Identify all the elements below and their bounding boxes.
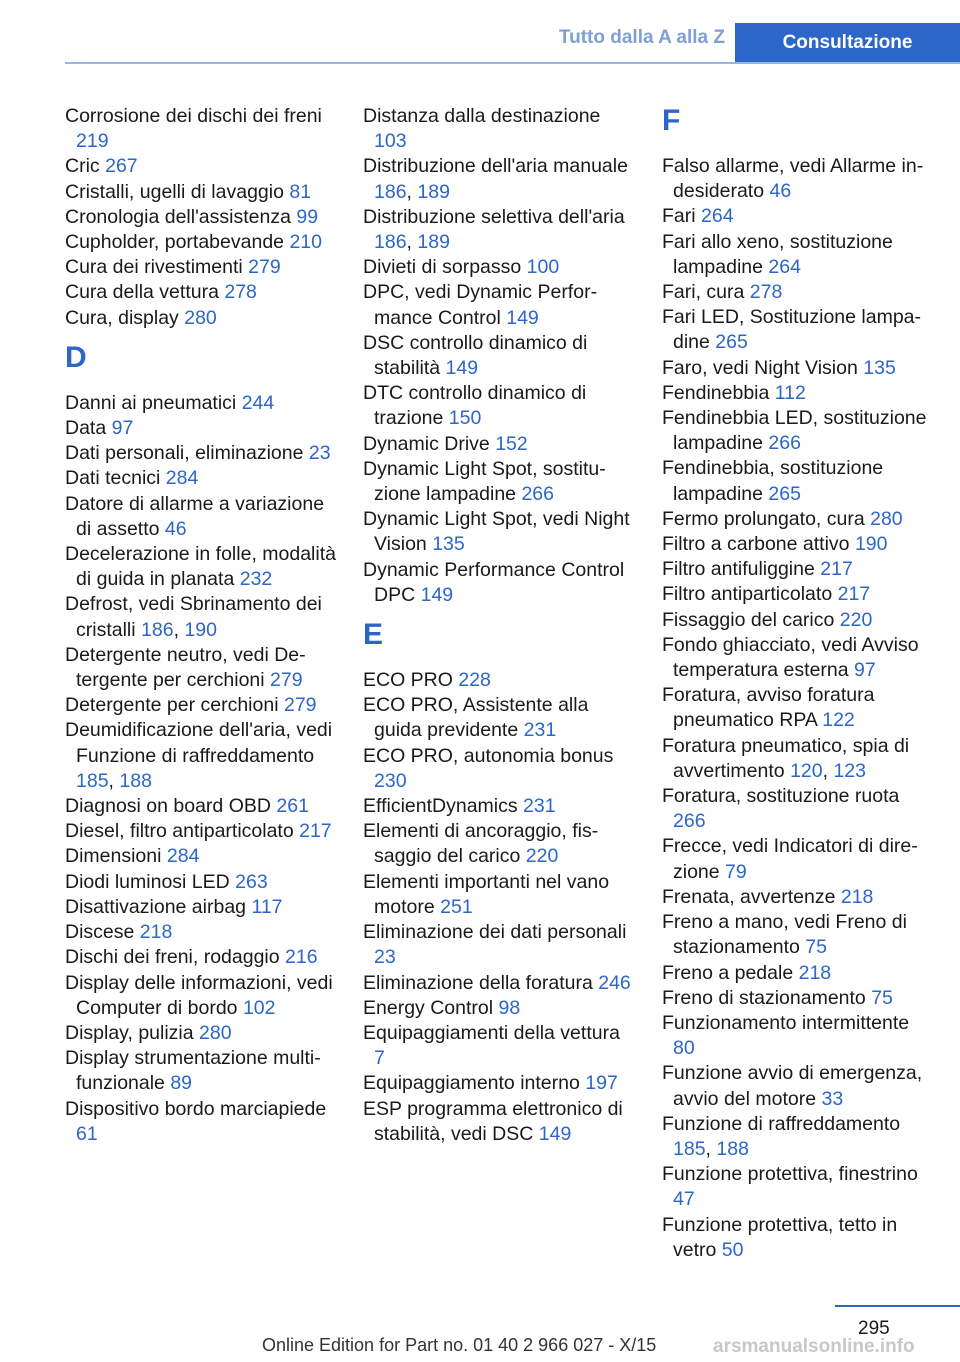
index-column-3 [662, 104, 934, 1263]
index-entry-text: Fari allo xeno, sostituzione lampadine [662, 230, 893, 278]
index-entry [363, 971, 635, 996]
page-link[interactable]: 280 [184, 306, 217, 329]
page-link[interactable]: 218 [139, 921, 173, 944]
page-link[interactable]: 264 [701, 205, 734, 228]
index-entry [363, 255, 635, 280]
index-entry-text: Fissaggio del carico [662, 608, 835, 631]
index-entry [363, 457, 635, 507]
index-entry [363, 104, 635, 154]
page-link[interactable]: 251 [440, 895, 473, 918]
index-entry-text: Freno a pedale [662, 961, 794, 984]
index-entry [363, 558, 635, 608]
index-letter-heading: E [363, 618, 384, 652]
index-entry [662, 582, 934, 607]
index-entry: Deumidificazione dell'aria, vedi Funzione di raffreddamento 185, 188 [65, 719, 333, 792]
index-entry [363, 996, 635, 1021]
index-entry [65, 542, 337, 592]
index-entry [65, 391, 337, 416]
index-entry-text: Decelerazione in folle, modalità di guida in planata [65, 543, 336, 591]
index-entry [363, 668, 635, 693]
section-title: Tutto dalla A alla Z [558, 27, 725, 48]
page-link[interactable]: 188 [716, 1137, 749, 1160]
index-entry-text: Elementi di ancoraggio, fissaggio del carico [363, 820, 599, 868]
index-entry [65, 104, 337, 154]
page-link[interactable]: 246 [598, 971, 631, 994]
index-entry [662, 406, 934, 456]
page-header [0, 0, 960, 62]
index-entry-text: Distribuzione selettiva dell'aria [363, 205, 625, 228]
page-link[interactable]: 267 [105, 155, 138, 178]
page-link[interactable]: 231 [523, 795, 556, 818]
index-entry [65, 971, 337, 1021]
index-entry [662, 961, 934, 986]
index-entry [363, 507, 635, 557]
page-link[interactable]: 23 [374, 946, 396, 969]
index-entry-text: Discese [65, 921, 135, 944]
index-entry [363, 693, 635, 743]
page-link[interactable]: 220 [525, 845, 559, 868]
index-entry-text: Funzione protettiva, finestrino [662, 1163, 918, 1186]
index-entry [662, 1213, 934, 1263]
page-link[interactable]: 217 [820, 558, 853, 581]
index-entry [662, 356, 934, 381]
index-column-2 [363, 104, 635, 1147]
index-entry [662, 633, 934, 683]
index-entry-text: Filtro antiparticolato [662, 583, 833, 606]
index-entry [662, 834, 934, 884]
page-link[interactable]: 230 [374, 769, 407, 792]
index-entry-text: Funzione protettiva, tetto in vetro [662, 1213, 898, 1261]
page-link[interactable]: 279 [283, 694, 317, 717]
watermark: arsmanualsonline.info [713, 1336, 915, 1357]
index-entry [65, 819, 337, 844]
index-entry [662, 608, 934, 633]
page-link[interactable]: 75 [805, 936, 827, 959]
index-entry-text: Filtro a carbone attivo [662, 533, 850, 556]
page-link[interactable]: 112 [774, 381, 806, 404]
index-entry [662, 507, 934, 532]
index-entry-text: Dati tecnici [65, 467, 161, 490]
index-entry-text: Fari LED, Sostituzione lampadine [662, 306, 922, 354]
index-entry [65, 945, 337, 970]
page-link[interactable]: 278 [224, 281, 257, 304]
index-entry [662, 381, 934, 406]
index-entry [662, 1162, 934, 1212]
page-link[interactable]: 50 [721, 1238, 744, 1261]
index-entry-text: Diagnosi on board OBD [65, 795, 271, 818]
page-link[interactable]: 81 [289, 180, 312, 203]
index-entry [65, 492, 337, 542]
index-entry [65, 643, 337, 693]
page-link[interactable]: 219 [76, 130, 109, 153]
page-link[interactable]: 186 [374, 231, 407, 254]
index-entry [662, 456, 934, 506]
index-entry-text: Distribuzione dell'aria manuale [363, 155, 628, 178]
index-entry-text: Cric [65, 155, 100, 178]
index-entry-text: Cura dei rivestimenti [65, 256, 243, 279]
index-entry: Foratura pneumatico, spia di avvertimento 120, 123 [662, 734, 910, 782]
page-link[interactable]: 89 [170, 1072, 193, 1095]
page-link[interactable]: 279 [270, 669, 303, 692]
index-entry [65, 441, 337, 466]
page-link[interactable]: 46 [164, 517, 187, 540]
index-letter-heading: F [662, 104, 681, 137]
page-link[interactable]: 263 [235, 870, 268, 893]
page-link[interactable]: 190 [184, 618, 217, 641]
page-link[interactable]: 244 [241, 391, 275, 414]
index-entry-text: Dynamic Light Spot, sostituzione lampadine [363, 457, 606, 506]
page-link[interactable]: 46 [769, 180, 792, 203]
index-entry [662, 683, 934, 733]
index-entry [65, 693, 337, 718]
index-entry-text: Danni ai pneumatici [65, 391, 237, 414]
edition-note: Online Edition for Part no. 01 40 2 966 027 - X/15 [262, 1335, 657, 1355]
index-entry-text: Fermo prolungato, cura [662, 507, 865, 530]
index-entry-text: Falso allarme, vedi Allarme indesiderato [662, 155, 924, 203]
index-entry-text: Frecce, vedi Indicatori di direzione [662, 835, 918, 883]
index-entry-text: Diesel, filtro antiparticolato [65, 820, 294, 843]
page-link[interactable]: 217 [299, 820, 332, 843]
page-link[interactable]: 99 [296, 205, 319, 228]
page-link[interactable]: 197 [585, 1072, 618, 1095]
page-link[interactable]: 123 [833, 759, 866, 782]
index-entry-text: Display strumentazione multifunzionale [65, 1047, 321, 1095]
index-entry [363, 1071, 635, 1096]
index-entry-text: Corrosione dei dischi dei freni [65, 105, 322, 127]
page-link[interactable]: 280 [199, 1021, 232, 1044]
index-entry-text: Equipaggiamenti della vettura [363, 1021, 620, 1044]
index-entry [65, 895, 337, 920]
index-entry-text: Fendinebbia LED, sostituzione lampadine [662, 407, 927, 455]
page-link[interactable]: 7 [374, 1047, 385, 1070]
index-entry-text: Dischi dei freni, rodaggio [65, 946, 280, 969]
page-link[interactable]: 231 [523, 719, 557, 742]
page-link[interactable]: 278 [749, 281, 783, 304]
index-entry-text: Fari [662, 205, 696, 228]
page-link[interactable]: 185 [76, 769, 109, 792]
index-entry-text: Detergente neutro, vedi Detergente per cerchioni [65, 643, 306, 692]
index-entry [363, 794, 635, 819]
index-entry-text: Funzione avvio di emergenza, avvio del motore [662, 1062, 923, 1110]
index-entry-text: Cupholder, portabevande [65, 231, 285, 254]
page-link[interactable]: 186 [141, 618, 174, 641]
index-entry-text: Energy Control [363, 996, 494, 1019]
index-column-1 [65, 104, 337, 1147]
index-letter-heading: D [65, 340, 87, 374]
index-entry [662, 784, 934, 834]
index-entry-text: Funzione di raffreddamento [662, 1112, 901, 1135]
index-entry [65, 154, 337, 179]
index-entry-text: Datore di allarme a variazione di assetto [65, 492, 325, 540]
page-link[interactable]: 284 [165, 467, 199, 490]
index-entry [363, 331, 635, 381]
page-link[interactable]: 261 [276, 795, 309, 818]
page-link[interactable]: 265 [715, 331, 748, 354]
page-link[interactable]: 265 [768, 482, 801, 505]
index-entry [363, 432, 635, 457]
index-entry-text: Diodi luminosi LED [65, 870, 230, 893]
index-entry [662, 1061, 934, 1111]
page-link[interactable]: 266 [673, 810, 706, 833]
page-link[interactable]: 279 [248, 256, 281, 279]
index-entry-text: Dimensioni [65, 845, 162, 868]
index-entry: Defrost, vedi Sbrinamento dei cristalli 186, 190 [65, 593, 322, 641]
index-entry-text: Frenata, avvertenze [662, 885, 836, 908]
index-entry-text: Display delle informazioni, vedi Computer di bordo [65, 971, 333, 1019]
index-entry [65, 794, 337, 819]
page-link[interactable]: 190 [854, 533, 888, 556]
page-link[interactable]: 149 [506, 306, 539, 329]
index-entry [65, 1021, 337, 1046]
page-link[interactable]: 149 [445, 357, 479, 380]
index-entry-text: Faro, vedi Night Vision [662, 356, 858, 379]
page-link[interactable]: 188 [119, 769, 152, 792]
index-entry [363, 920, 635, 970]
index-entry [65, 205, 337, 230]
page-link[interactable]: 152 [495, 432, 528, 455]
index-entry-text: ECO PRO, Assistente alla guida previdente [363, 694, 589, 742]
index-entry-text: ECO PRO, autonomia bonus [363, 744, 614, 767]
index-entry-text: Funzionamento intermittente [662, 1011, 910, 1034]
page-link[interactable]: 210 [289, 231, 322, 254]
index-entry: Distribuzione selettiva dell'aria 186, 189 [363, 205, 625, 254]
index-entry-text: Cristalli, ugelli di lavaggio [65, 180, 284, 203]
page-link[interactable]: 61 [76, 1122, 98, 1145]
index-entry-text: Fendinebbia, sostituzione lampadine [662, 457, 884, 505]
index-entry [662, 154, 934, 204]
page-link[interactable]: 100 [526, 256, 560, 279]
page-link[interactable]: 186 [374, 180, 407, 203]
page-link[interactable]: 218 [798, 961, 832, 984]
chapter-tab[interactable]: Consultazione [735, 23, 960, 62]
page-link[interactable]: 135 [432, 533, 465, 556]
page-link[interactable]: 189 [417, 231, 450, 254]
index-entry-text: Freno di stazionamento [662, 986, 866, 1009]
page-link[interactable]: 218 [840, 885, 874, 908]
index-entry-text: Deumidificazione dell'aria, vedi Funzione di raffreddamento [65, 719, 333, 767]
page-link[interactable]: 284 [166, 845, 200, 868]
page-link[interactable]: 189 [417, 180, 450, 203]
index-entry [65, 306, 337, 331]
index-entry: Funzione di raffreddamento 185, 188 [662, 1112, 901, 1160]
index-entry-text: DTC controllo dinamico di trazione [363, 382, 587, 430]
page-link[interactable]: 103 [374, 130, 407, 153]
index-entry [363, 280, 635, 330]
index-entry [65, 466, 337, 491]
page-link[interactable]: 149 [420, 583, 454, 606]
index-entry-text: Fendinebbia [662, 381, 770, 404]
page-link[interactable]: 79 [725, 860, 747, 883]
index-entry [65, 280, 337, 305]
index-entry-text: Eliminazione della foratura [363, 971, 593, 994]
index-entry-text: Divieti di sorpasso [363, 256, 522, 279]
page-link[interactable]: 185 [673, 1137, 706, 1160]
index-entry [65, 870, 337, 895]
index-entry-text: Freno a mano, vedi Freno di stazionamento [662, 911, 907, 959]
page-link[interactable]: 280 [870, 507, 903, 530]
index-entry [662, 910, 934, 960]
page-link[interactable]: 102 [242, 996, 276, 1019]
index-entry-text: Dynamic Performance Control DPC [363, 558, 625, 606]
index-entry [363, 870, 635, 920]
index-entry [662, 204, 934, 229]
index-entry-text: Display, pulizia [65, 1021, 194, 1044]
index-entry [363, 1097, 635, 1147]
footer-rule [835, 1305, 960, 1307]
index-entry-text: Foratura pneumatico, spia di avvertimento [662, 734, 910, 782]
page-link[interactable]: 232 [239, 568, 273, 591]
page-link[interactable]: 23 [308, 442, 331, 465]
page-link[interactable]: 264 [768, 255, 801, 278]
index-entry [65, 844, 337, 869]
index-entry-text: Defrost, vedi Sbrinamento dei cristalli [65, 593, 322, 641]
index-entry-text: Fondo ghiacciato, vedi Avviso temperatura esterna [662, 633, 919, 682]
index-entry [363, 381, 635, 431]
page-link[interactable]: 266 [521, 483, 554, 506]
page-link[interactable]: 220 [839, 608, 873, 631]
index-entry-text: DSC controllo dinamico di stabilità [363, 331, 588, 380]
index-entry [363, 819, 635, 869]
index-entry-text: Eliminazione dei dati personali [363, 921, 627, 944]
index-entry [662, 1011, 934, 1061]
index-entry-text: Data [65, 417, 107, 440]
index-entry [662, 532, 934, 557]
page-link[interactable]: 117 [251, 895, 283, 918]
index-entry [662, 885, 934, 910]
page-link[interactable]: 266 [768, 432, 801, 455]
index-entry [662, 986, 934, 1011]
index-entry-text: Foratura, sostituzione ruota [662, 785, 900, 808]
page-link[interactable]: 97 [111, 417, 134, 440]
index-entry [363, 744, 635, 794]
index-entry [363, 1021, 635, 1071]
index-entry [662, 305, 934, 355]
index-entry [65, 180, 337, 205]
index-entry-text: Filtro antifuliggine [662, 558, 815, 581]
index-entry [65, 416, 337, 441]
index-entry-text: Dati personali, eliminazione [65, 442, 304, 465]
page-link[interactable]: 80 [673, 1037, 695, 1060]
index-entry-text: Cronologia dell'assistenza [65, 205, 291, 228]
page-link[interactable]: 47 [673, 1188, 695, 1211]
index-entry-text: Disattivazione airbag [65, 895, 247, 918]
page-link[interactable]: 217 [837, 583, 871, 606]
index-entry-text: Cura, display [65, 306, 179, 329]
index-entry-text: Distanza dalla destinazione [363, 105, 601, 127]
page-number: 295 [858, 1318, 890, 1339]
index-entry-text: ESP programma elettronico di stabilità, vedi DSC [363, 1097, 623, 1145]
index-entry-text: Dynamic Drive [363, 432, 490, 455]
index-entry-text: DPC, vedi Dynamic Performance Control [363, 281, 598, 329]
page-link[interactable]: 98 [498, 996, 521, 1019]
index-entry [65, 1046, 337, 1096]
page-link[interactable]: 97 [854, 659, 876, 682]
page-link[interactable]: 33 [821, 1087, 844, 1110]
page-link[interactable]: 149 [538, 1122, 572, 1145]
index-entry-text: Equipaggiamento interno [363, 1072, 580, 1095]
index-entry-text: Detergente per cerchioni [65, 694, 279, 717]
index-entry [662, 557, 934, 582]
page-link[interactable]: 150 [448, 407, 482, 430]
index-entry [65, 920, 337, 945]
page-link[interactable]: 216 [285, 946, 318, 969]
index-entry [65, 230, 337, 255]
index-entry-text: ECO PRO [363, 669, 453, 692]
page-link[interactable]: 120 [790, 759, 823, 782]
index-entry-text: EfficientDynamics [363, 795, 518, 818]
index-entry-text: Cura della vettura [65, 281, 219, 304]
index-entry-text: Dynamic Light Spot, vedi Night Vision [363, 508, 630, 556]
page-link[interactable]: 228 [458, 669, 491, 692]
index-entry [65, 1097, 337, 1147]
index-entry-text: Dispositivo bordo marciapiede [65, 1097, 327, 1120]
index-entry-text: Foratura, avviso foratura pneumatico RPA [662, 684, 875, 732]
index-entry [662, 230, 934, 280]
index-entry: Distribuzione dell'aria manuale 186, 189 [363, 155, 628, 203]
page-link[interactable]: 135 [863, 356, 896, 379]
header-rule [65, 62, 960, 64]
index-entry [65, 255, 337, 280]
page-link[interactable]: 122 [822, 709, 855, 732]
index-entry-text: Fari, cura [662, 281, 745, 304]
index-entry-text: Elementi importanti nel vano motore [363, 870, 610, 918]
index-entry [662, 280, 934, 305]
page-link[interactable]: 75 [871, 986, 893, 1009]
